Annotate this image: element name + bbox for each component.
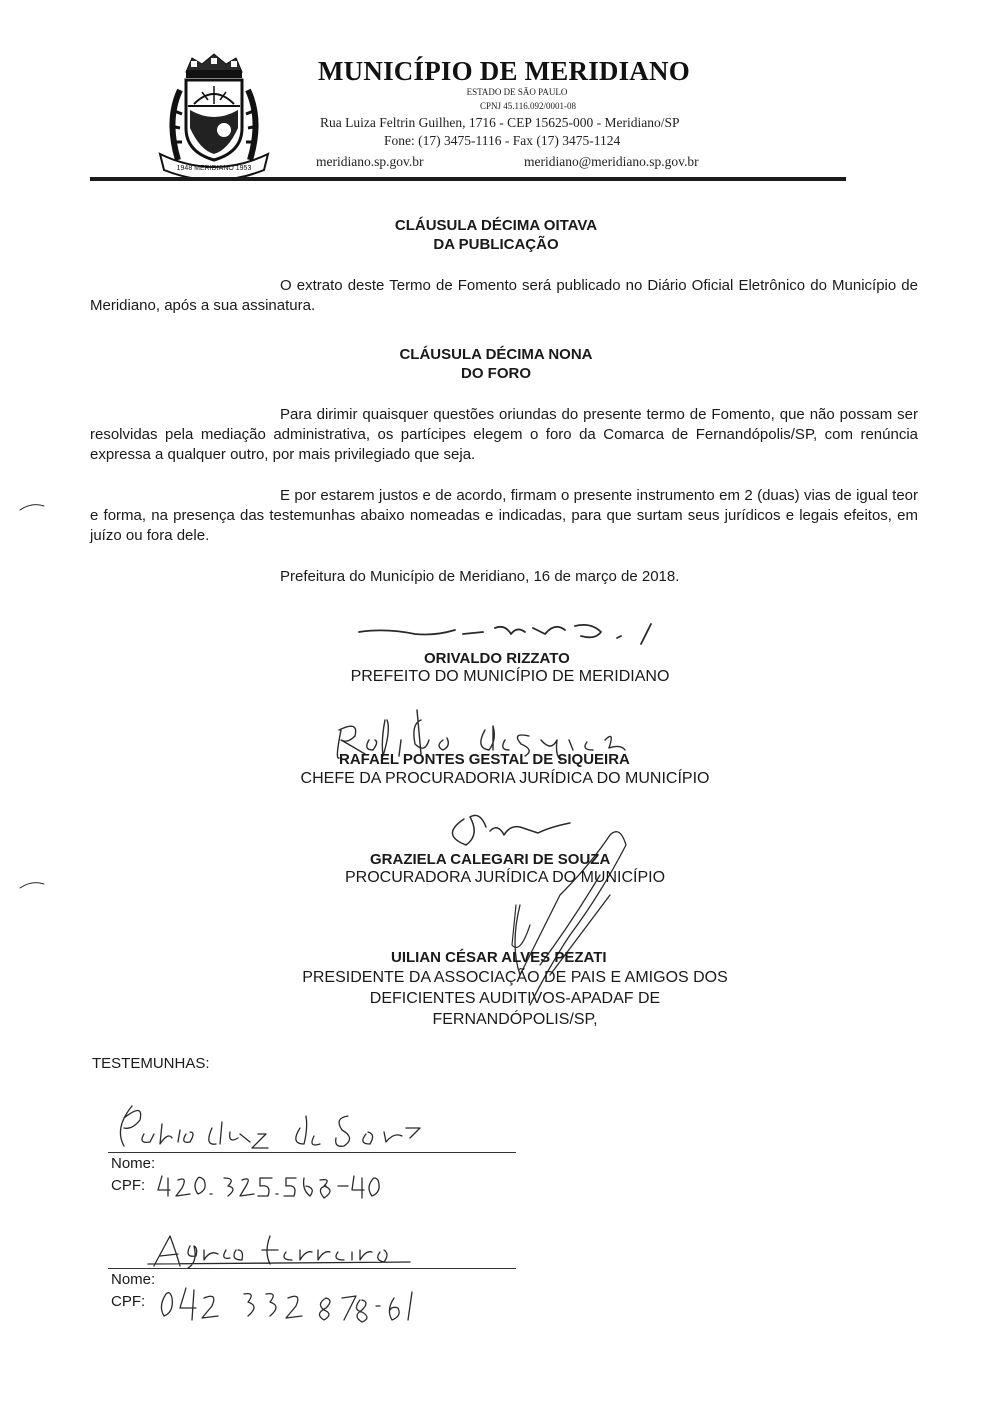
scan-mark-icon xyxy=(18,878,48,898)
municipality-title: MUNICÍPIO DE MERIDIANO xyxy=(318,56,690,86)
clause-18-title xyxy=(0,216,992,254)
witness-2-name-label: Nome: xyxy=(111,1271,156,1288)
phone-line: Fone: (17) 3475-1116 - Fax (17) 3475-1124 xyxy=(384,133,621,148)
place-date: Prefeitura do Município de Meridiano, 16 de março de 2018. xyxy=(280,568,680,585)
signatory-1-name: ORIVALDO RIZZATO xyxy=(424,650,570,667)
closing-text: E por estarem justos e de acordo, firmam o presente instrumento em 2 (duas) vias de igual teor e forma, na presença das testemunhas abaixo nomeadas e indicadas, para que surtam seus jurídicos e legais efeitos, em juízo ou fora dele. xyxy=(90,487,918,544)
signatory-1-role: PREFEITO DO MUNICÍPIO DE MERIDIANO xyxy=(350,668,670,685)
scan-mark-icon xyxy=(18,500,48,520)
witness-2-cpf-handwritten-icon xyxy=(156,1280,426,1324)
municipal-coat-of-arms-icon xyxy=(158,50,270,180)
state-name: ESTADO DE SÃO PAULO xyxy=(466,87,568,97)
clause-18-paragraph xyxy=(90,276,918,316)
closing-paragraph xyxy=(90,486,918,546)
signatory-4-role-line2: DEFICIENTES AUDITIVOS-APADAF DE xyxy=(369,990,661,1007)
witness-1-cpf-handwritten-icon xyxy=(156,1172,386,1204)
signatory-3-name: GRAZIELA CALEGARI DE SOUZA xyxy=(370,851,611,868)
signatory-4-role-line3: FERNANDÓPOLIS/SP, xyxy=(432,1011,598,1028)
clause-19-paragraph xyxy=(90,405,918,465)
clause-19-title-line1: CLÁUSULA DÉCIMA NONA xyxy=(399,346,593,363)
witness-1-cpf-label: CPF: xyxy=(111,1177,146,1194)
clause-18-title-line2: DA PUBLICAÇÃO xyxy=(433,236,559,253)
clause-19-text: Para dirimir quaisquer questões oriundas do presente termo de Fomento, que não possam ser resolvidas pela mediação administrativa, os partícipes elegem o foro da Comarca de Fernandópolis/SP, com renúncia expressa a qualquer outro, por mais privilegiado que seja. xyxy=(90,406,918,463)
witness-1-signature-icon xyxy=(110,1098,430,1158)
witness-1-name-label: Nome: xyxy=(111,1155,156,1172)
signatory-2-name: RAFAEL PONTES GESTAL DE SIQUEIRA xyxy=(339,751,630,768)
witnesses-label: TESTEMUNHAS: xyxy=(92,1055,210,1072)
signatory-2-role: CHEFE DA PROCURADORIA JURÍDICA DO MUNICÍPIO xyxy=(300,770,710,787)
witness-2-cpf-label: CPF: xyxy=(111,1293,146,1310)
website-link[interactable]: meridiano.sp.gov.br xyxy=(316,154,424,169)
address-line: Rua Luiza Feltrin Guilhen, 1716 - CEP 15625-000 - Meridiano/SP xyxy=(320,115,680,130)
witness-1-signature-line xyxy=(108,1152,516,1153)
email-link[interactable]: meridiano@meridiano.sp.gov.br xyxy=(524,154,699,169)
header-divider xyxy=(90,177,846,181)
signature-mayor-icon xyxy=(355,618,675,648)
clause-19-title xyxy=(0,345,992,383)
witness-2-signature-line xyxy=(108,1268,516,1269)
signatory-4-role-line1: PRESIDENTE DA ASSOCIAÇÃO DE PAIS E AMIGOS DOS xyxy=(302,969,728,986)
clause-18-text: O extrato deste Termo de Fomento será publicado no Diário Oficial Eletrônico do Município de Meridiano, após a sua assinatura. xyxy=(90,277,918,314)
crest-banner-text: 1948 MERIDIANO 1953 xyxy=(176,165,252,172)
signatory-3-role: PROCURADORA JURÍDICA DO MUNICÍPIO xyxy=(344,869,666,886)
clause-19-title-line2: DO FORO xyxy=(461,365,531,382)
signatory-4-name: UILIAN CÉSAR ALVES PEZATI xyxy=(391,949,607,966)
cnpj-number: CPNJ 45.116.092/0001-08 xyxy=(480,101,576,111)
witness-2-signature-icon xyxy=(140,1222,440,1272)
clause-18-title-line1: CLÁUSULA DÉCIMA OITAVA xyxy=(394,217,598,234)
